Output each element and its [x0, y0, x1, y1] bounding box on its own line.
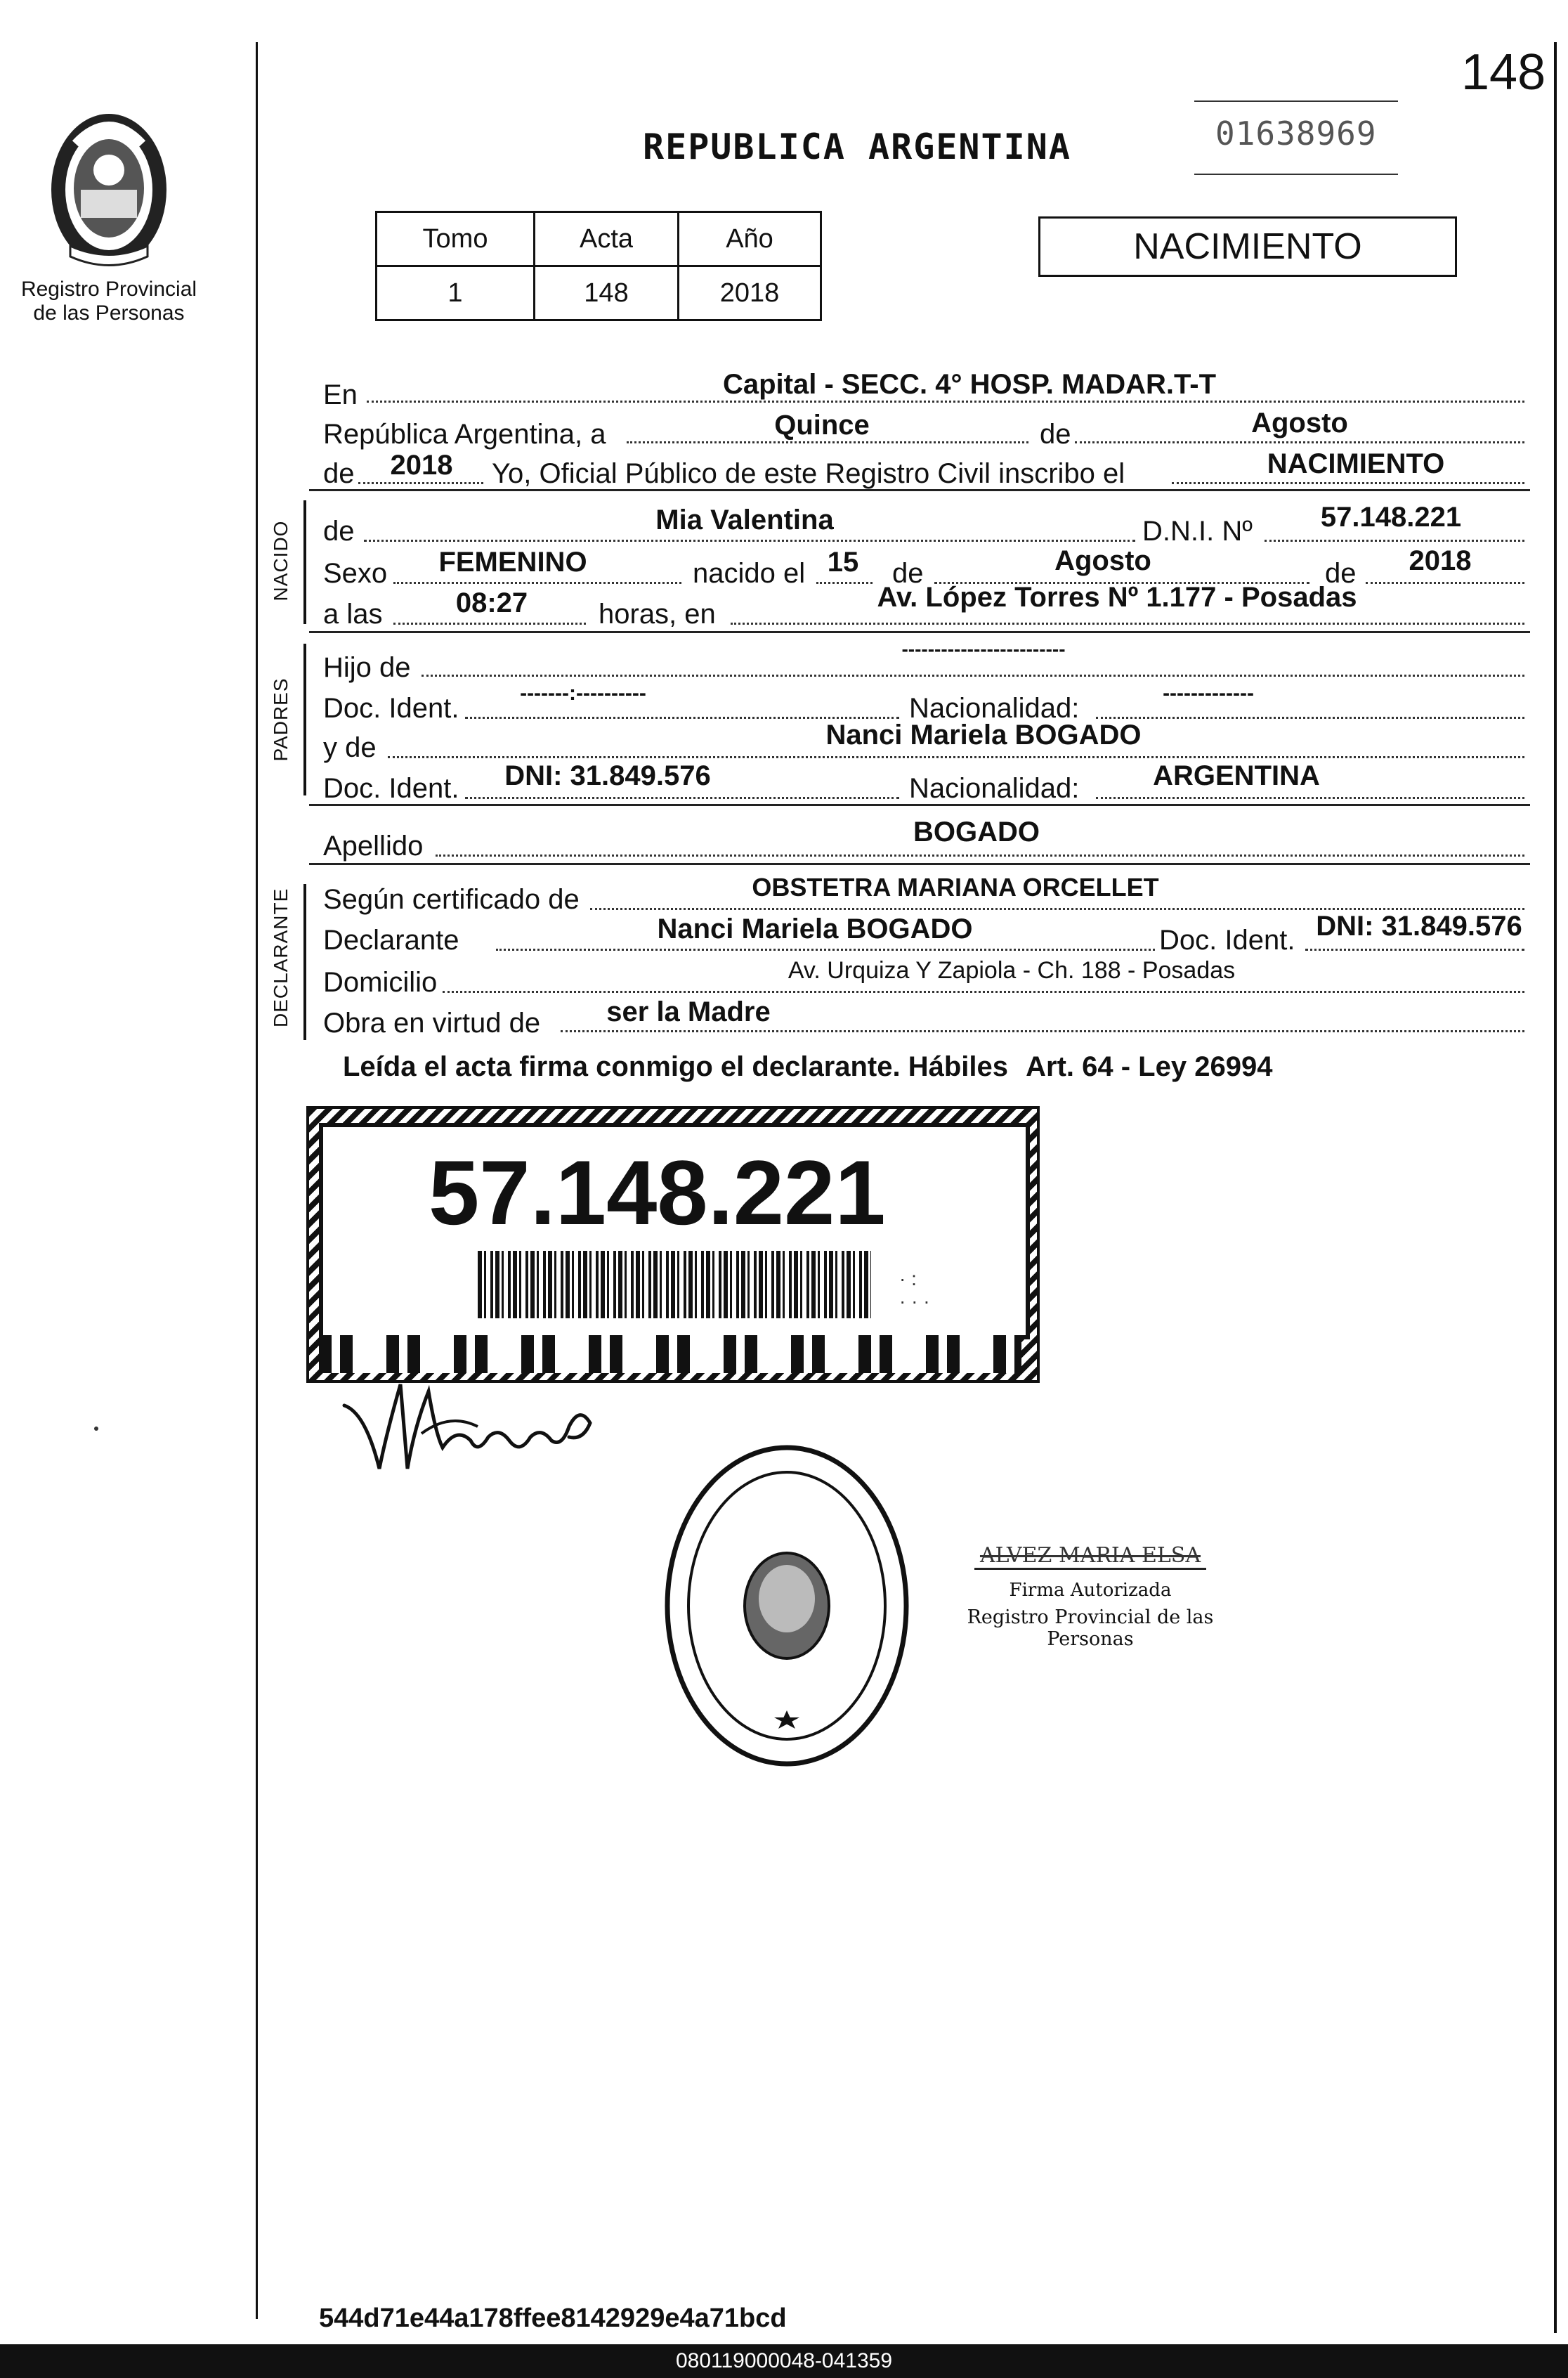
obra-value: ser la Madre [606, 996, 771, 1027]
authorized-registry: Registro Provincial de las Personas [967, 1606, 1214, 1650]
horas-label: horas, en [599, 599, 716, 630]
yde-label: y de [323, 732, 377, 763]
en-label: En [323, 379, 358, 410]
mother-value: Nanci Mariela BOGADO [825, 720, 1142, 751]
serial-number: 01638969 [1215, 115, 1377, 152]
year-prefix: de [323, 458, 355, 489]
dni-label: D.N.I. Nº [1142, 516, 1253, 547]
nacido-el-label: nacido el [693, 558, 806, 589]
closing-law: Art. 64 - Ley 26994 [1026, 1051, 1273, 1082]
serial-stamp [1194, 95, 1398, 179]
en-value: Capital - SECC. 4° HOSP. MADAR.T-T [722, 369, 1216, 400]
inscribo-label: Yo, Oficial Público de este Registro Civil inscribo el [492, 458, 1125, 489]
corner-marks: · : · · · [899, 1268, 930, 1312]
stray-mark [94, 1427, 98, 1431]
decl-doc-value: DNI: 31.849.576 [1316, 911, 1522, 942]
dom-value: Av. Urquiza Y Zapiola - Ch. 188 - Posadas [788, 957, 1236, 984]
authorized-block [922, 1543, 1259, 1650]
cert-value: OBSTETRA MARIANA ORCELLET [752, 873, 1159, 902]
footer-code: 080119000048-041359 [675, 2349, 893, 2372]
document-title: REPUBLICA ARGENTINA [643, 126, 1071, 167]
month-value: Agosto [1251, 408, 1348, 438]
day-value: Quince [774, 410, 870, 441]
nacido-de-label-2: de [892, 558, 924, 589]
apellido-value: BOGADO [913, 817, 1040, 847]
page-number: 148 [1461, 44, 1546, 100]
separator-3 [309, 804, 1530, 806]
header-acta: Acta [535, 212, 679, 266]
a-las-label: a las [323, 599, 383, 630]
authorized-name: ALVEZ MARIA ELSA [974, 1543, 1206, 1570]
doc2-label: Doc. Ident. [323, 773, 459, 804]
nac2-value: ARGENTINA [1153, 760, 1320, 791]
nacido-section-label: NACIDO [270, 520, 292, 602]
closing-text [343, 1051, 1272, 1083]
cert-label: Según certificado de [323, 884, 580, 915]
padres-section-label: PADRES [270, 677, 292, 762]
sexo-label: Sexo [323, 558, 388, 589]
act-type: NACIMIENTO [1133, 226, 1362, 267]
footer-bar [0, 2344, 1568, 2378]
father-value: ------------------------- [901, 638, 1066, 660]
signature-mark [337, 1370, 604, 1490]
table-header-row [377, 212, 821, 266]
registry-label-line2: de las Personas [33, 301, 185, 325]
hijo-label: Hijo de [323, 652, 411, 683]
child-dni: 57.148.221 [1320, 502, 1462, 533]
separator-1 [309, 489, 1530, 491]
dni-label-sticker [306, 1106, 1040, 1383]
nac1-value: ------------- [1163, 682, 1254, 705]
act-value: NACIMIENTO [1267, 448, 1445, 479]
separator-4 [309, 863, 1530, 865]
birth-place: Av. López Torres Nº 1.177 - Posadas [877, 582, 1357, 613]
nacido-de-label-3: de [1325, 558, 1357, 589]
obra-label: Obra en virtud de [323, 1008, 541, 1039]
right-margin-line [1554, 42, 1557, 2333]
header-ano: Año [679, 212, 821, 266]
nacido-de-label: de [323, 516, 355, 547]
value-acta: 148 [535, 266, 679, 320]
birth-year: 2018 [1409, 545, 1472, 576]
dom-label: Domicilio [323, 967, 438, 998]
value-tomo: 1 [377, 266, 535, 320]
birth-hour: 08:27 [455, 587, 528, 618]
separator-2 [309, 631, 1530, 633]
padres-bracket [303, 644, 306, 795]
declarante-section-label: DECLARANTE [270, 888, 292, 1027]
table-value-row [377, 266, 821, 320]
official-seal-icon [660, 1441, 913, 1771]
birth-month: Agosto [1054, 545, 1151, 576]
doc1-label: Doc. Ident. [323, 693, 459, 724]
registry-label-line1: Registro Provincial [20, 278, 197, 301]
decl-label: Declarante [323, 925, 459, 956]
sexo-value: FEMENINO [438, 547, 587, 578]
province-emblem [42, 105, 176, 274]
sticker-pattern-strip [319, 1335, 1021, 1373]
year-value: 2018 [390, 450, 453, 481]
nacido-bracket [303, 500, 306, 624]
doc1-value: -------:---------- [520, 682, 646, 705]
de-label: de [1040, 419, 1071, 450]
declarante-bracket [303, 884, 306, 1040]
registry-label [14, 278, 204, 325]
closing-statement: Leída el acta firma conmigo el declarante. Hábiles [343, 1051, 1009, 1082]
decl-value: Nanci Mariela BOGADO [657, 914, 973, 944]
child-name: Mia Valentina [655, 505, 834, 535]
register-table [375, 211, 822, 321]
official-seal [660, 1441, 913, 1771]
act-type-box [1038, 216, 1457, 277]
value-ano: 2018 [679, 266, 821, 320]
misiones-province-seal-icon [42, 105, 176, 274]
header-tomo: Tomo [377, 212, 535, 266]
barcode-icon [478, 1251, 871, 1318]
sticker-inner-panel [319, 1123, 1030, 1339]
doc2-value: DNI: 31.849.576 [504, 760, 711, 791]
nac2-label: Nacionalidad: [909, 773, 1080, 804]
sticker-number: 57.148.221 [429, 1141, 886, 1244]
document-hash: 544d71e44a178ffee8142929e4a71bcd [319, 2304, 787, 2333]
decl-doc-label: Doc. Ident. [1159, 925, 1295, 956]
declarant-signature [337, 1370, 604, 1490]
birth-day: 15 [827, 547, 859, 578]
apellido-label: Apellido [323, 831, 424, 862]
left-margin-line [256, 42, 258, 2319]
authorized-role: Firma Autorizada [1009, 1580, 1172, 1601]
republica-label: República Argentina, a [323, 419, 606, 450]
nac1-label: Nacionalidad: [909, 693, 1080, 724]
